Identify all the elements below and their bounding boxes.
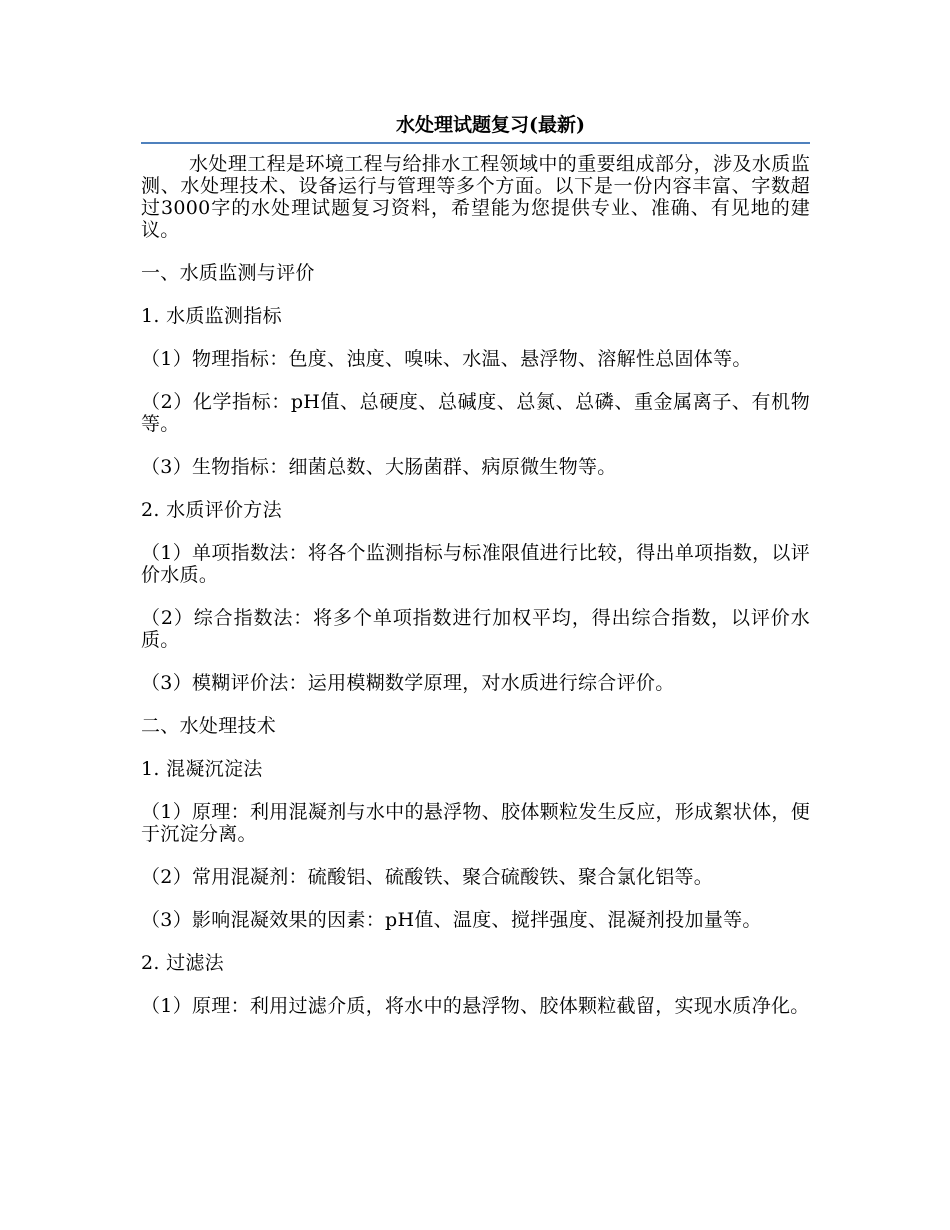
document-page [141, 112, 810, 1038]
subsection-heading: 1. 混凝沉淀法 [141, 758, 263, 780]
list-item: （3）生物指标：细菌总数、大肠菌群、病原微生物等。 [141, 456, 617, 478]
intro-paragraph: 水处理工程是环境工程与给排水工程领域中的重要组成部分，涉及水质监测、水处理技术、设备运行与管理等多个方面。以下是一份内容丰富、字数超过3000字的水处理试题复习资料，希望能为您提供专业、准确、有见地的建议。 [141, 153, 810, 241]
list-item: （1）原理：利用混凝剂与水中的悬浮物、胶体颗粒发生反应，形成絮状体，便于沉淀分离。 [141, 801, 810, 845]
list-item: （1）单项指数法：将各个监测指标与标准限值进行比较，得出单项指数，以评价水质。 [141, 542, 810, 586]
list-item: （1）物理指标：色度、浊度、嗅味、水温、悬浮物、溶解性总固体等。 [141, 348, 752, 370]
subsection-heading: 1. 水质监测指标 [141, 305, 282, 327]
subsection-heading: 2. 水质评价方法 [141, 499, 282, 521]
list-item: （3）影响混凝效果的因素：pH值、温度、搅拌强度、混凝剂投加量等。 [141, 909, 762, 931]
section-heading: 二、水处理技术 [141, 715, 277, 737]
list-item: （2）化学指标：pH值、总硬度、总碱度、总氮、总磷、重金属离子、有机物等。 [141, 391, 810, 435]
list-item: （2）常用混凝剂：硫酸铝、硫酸铁、聚合硫酸铁、聚合氯化铝等。 [141, 866, 714, 888]
list-item: （1）原理：利用过滤介质，将水中的悬浮物、胶体颗粒截留，实现水质净化。 [141, 995, 810, 1017]
list-item: （2）综合指数法：将多个单项指数进行加权平均，得出综合指数，以评价水质。 [141, 607, 810, 651]
document-title: 水处理试题复习(最新) [141, 112, 810, 144]
section-heading: 一、水质监测与评价 [141, 262, 315, 284]
list-item: （3）模糊评价法：运用模糊数学原理，对水质进行综合评价。 [141, 672, 675, 694]
subsection-heading: 2. 过滤法 [141, 952, 224, 974]
